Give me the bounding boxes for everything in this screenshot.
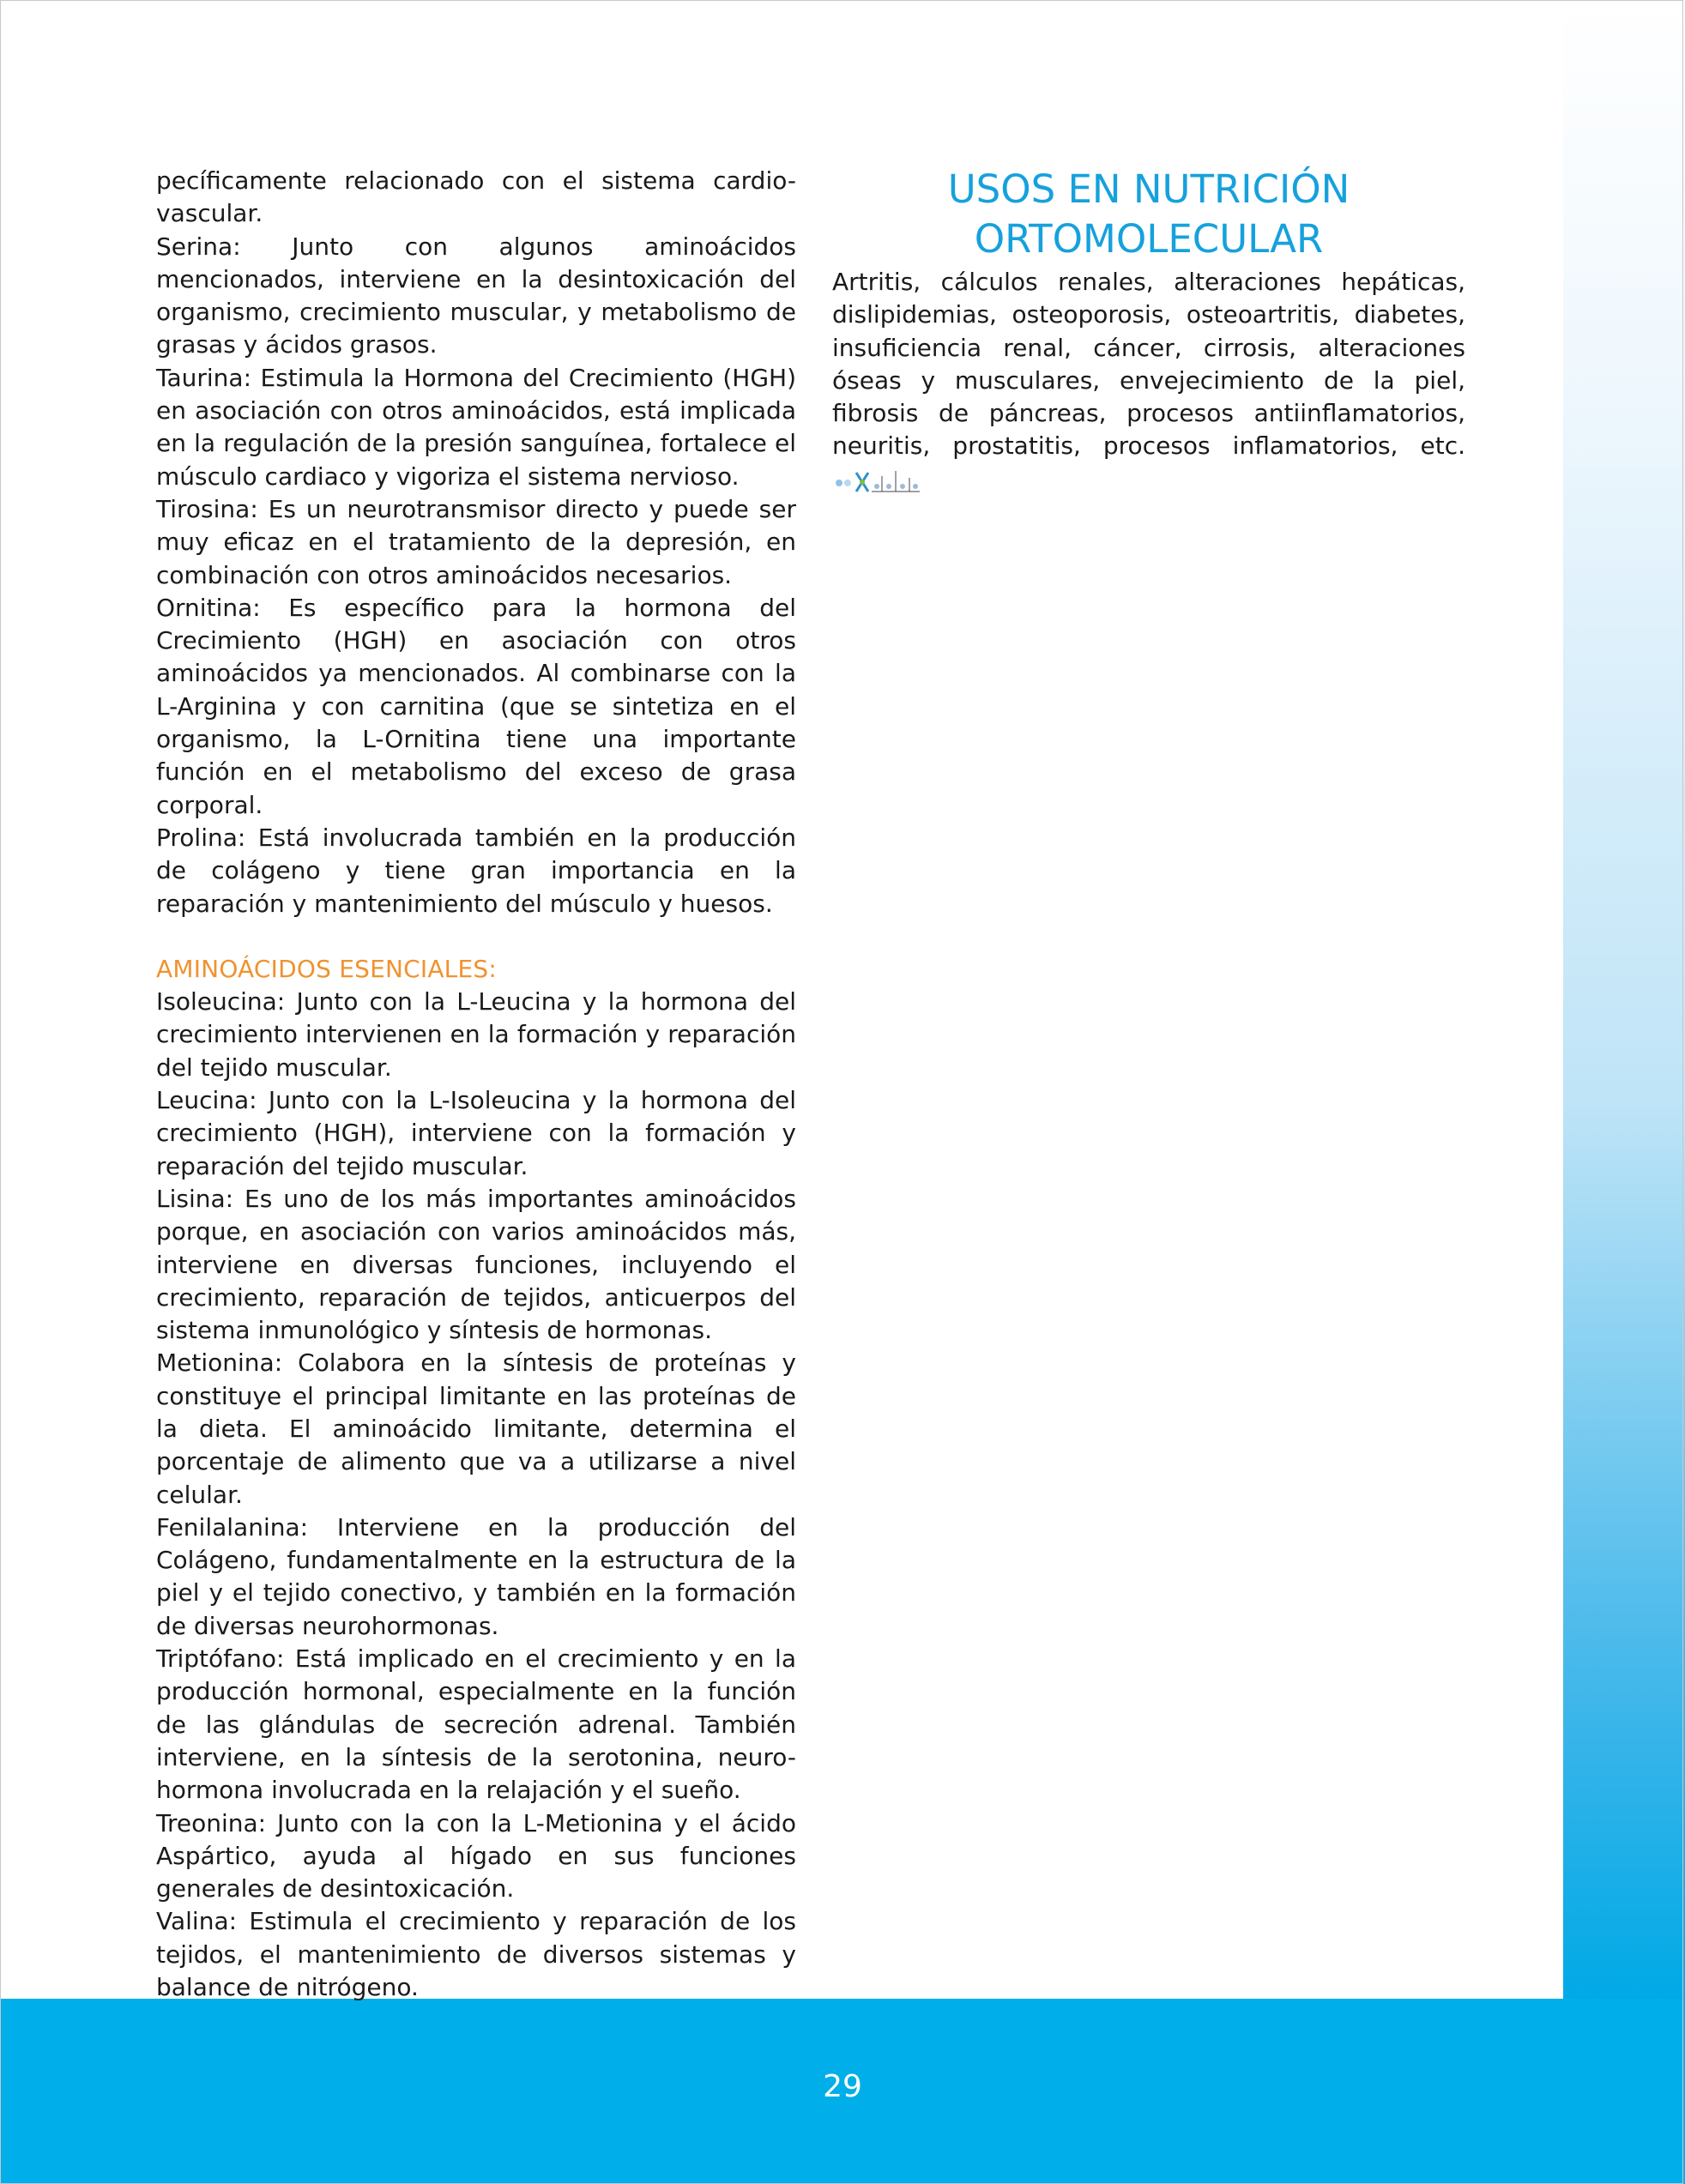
paragraph-taurina: Taurina: Estimula la Hormona del Crecimiento (HGH) en asociación con otros aminoácidos, está implicada en la regulación de la presión sanguínea, fortalece el músculo cardiaco y vigoriza el sistema nervioso. bbox=[156, 363, 796, 491]
paragraph-ornitina: Ornitina: Es específico para la hormona del Crecimiento (HGH) en asociación con otros aminoácidos ya mencionados. Al combinarse con la L-Arginina y con carnitina (que se sintetiza en el organismo, la L-Ornitina tiene una importante función en el metabolismo del exceso de grasa corporal. bbox=[156, 593, 796, 819]
side-gradient-band bbox=[1563, 0, 1685, 1999]
paragraph-fenilalanina: Fenilalanina: Interviene en la producción del Colágeno, fundamentalmente en la estructura de la piel y el tejido conectivo, y también en la formación de diversas neurohormonas. bbox=[156, 1512, 796, 1640]
left-column bbox=[156, 165, 796, 2004]
paragraph-prolina: Prolina: Está involucrada también en la producción de colágeno y tiene gran importancia en la reparación y mantenimiento del músculo y huesos. bbox=[156, 823, 796, 918]
paragraph-serina: Serina: Junto con algunos aminoácidos mencionados, interviene en la desintoxicación del organismo, crecimiento muscular, y metabolismo de grasas y ácidos grasos. bbox=[156, 232, 796, 359]
paragraph-leucina: Leucina: Junto con la L-Isoleucina y la hormona del crecimiento (HGH), interviene con la formación y reparación del tejido muscular. bbox=[156, 1086, 796, 1180]
usos-title bbox=[832, 165, 1465, 264]
essential-aminoacids-heading: AMINOÁCIDOS ESENCIALES: bbox=[156, 954, 497, 983]
right-column bbox=[832, 165, 1465, 496]
paragraph-tirosina: Tirosina: Es un neurotransmisor directo y puede ser muy eficaz en el tratamiento de la depresión, en combinación con otros aminoácidos necesarios. bbox=[156, 494, 796, 589]
usos-body bbox=[832, 266, 1465, 496]
page-number: 29 bbox=[823, 2069, 862, 2104]
usos-title-line2: ORTOMOLECULAR bbox=[974, 216, 1324, 262]
paragraph-treonina: Treonina: Junto con la con la L-Metionina y el ácido Aspártico, ayuda al hígado en sus funciones generales de desintoxicación. bbox=[156, 1808, 796, 1903]
paragraph-triptofano: Triptófano: Está implicado en el crecimiento y en la producción hormonal, especialmente en la función de las glándulas de secreción adrenal. También interviene, en la síntesis de la serotonina, neuro-hormona involucrada en la relajación y el sueño. bbox=[156, 1644, 796, 1805]
paragraph-lisina: Lisina: Es uno de los más importantes aminoácidos porque, en asociación con varios aminoácidos más, interviene en diversas funciones, incluyendo el crecimiento, reparación de tejidos, anticuerpos del sistema inmunológico y síntesis de hormonas. bbox=[156, 1184, 796, 1345]
usos-body-text: Artritis, cálculos renales, alteraciones hepáticas, dislipidemias, osteoporosis, osteoartritis, diabetes, insuficiencia renal, cáncer, cirrosis, alteraciones óseas y musculares, envejecimiento de la piel, fibrosis de páncreas, procesos antiinflamatorios, neuritis, prostatitis, procesos inflamatorios, etc. bbox=[832, 268, 1465, 461]
paragraph-isoleucina: Isoleucina: Junto con la L-Leucina y la hormona del crecimiento intervienen en la formación y reparación del tejido muscular. bbox=[156, 987, 796, 1082]
usos-title-line1: USOS EN NUTRICIÓN bbox=[947, 166, 1350, 212]
paragraph-valina: Valina: Estimula el crecimiento y reparación de los tejidos, el mantenimiento de diversos sistemas y balance de nitrógeno. bbox=[156, 1907, 796, 2002]
orthomolecular-logo-icon bbox=[834, 466, 923, 495]
paragraph-metionina: Metionina: Colabora en la síntesis de proteínas y constituye el principal limitante en las proteínas de la dieta. El aminoácido limitante, determina el porcentaje de alimento que va a utilizarse a nivel celular. bbox=[156, 1348, 796, 1509]
paragraph-intro-continuation: pecíficamente relacionado con el sistema cardio-vascular. bbox=[156, 166, 796, 228]
